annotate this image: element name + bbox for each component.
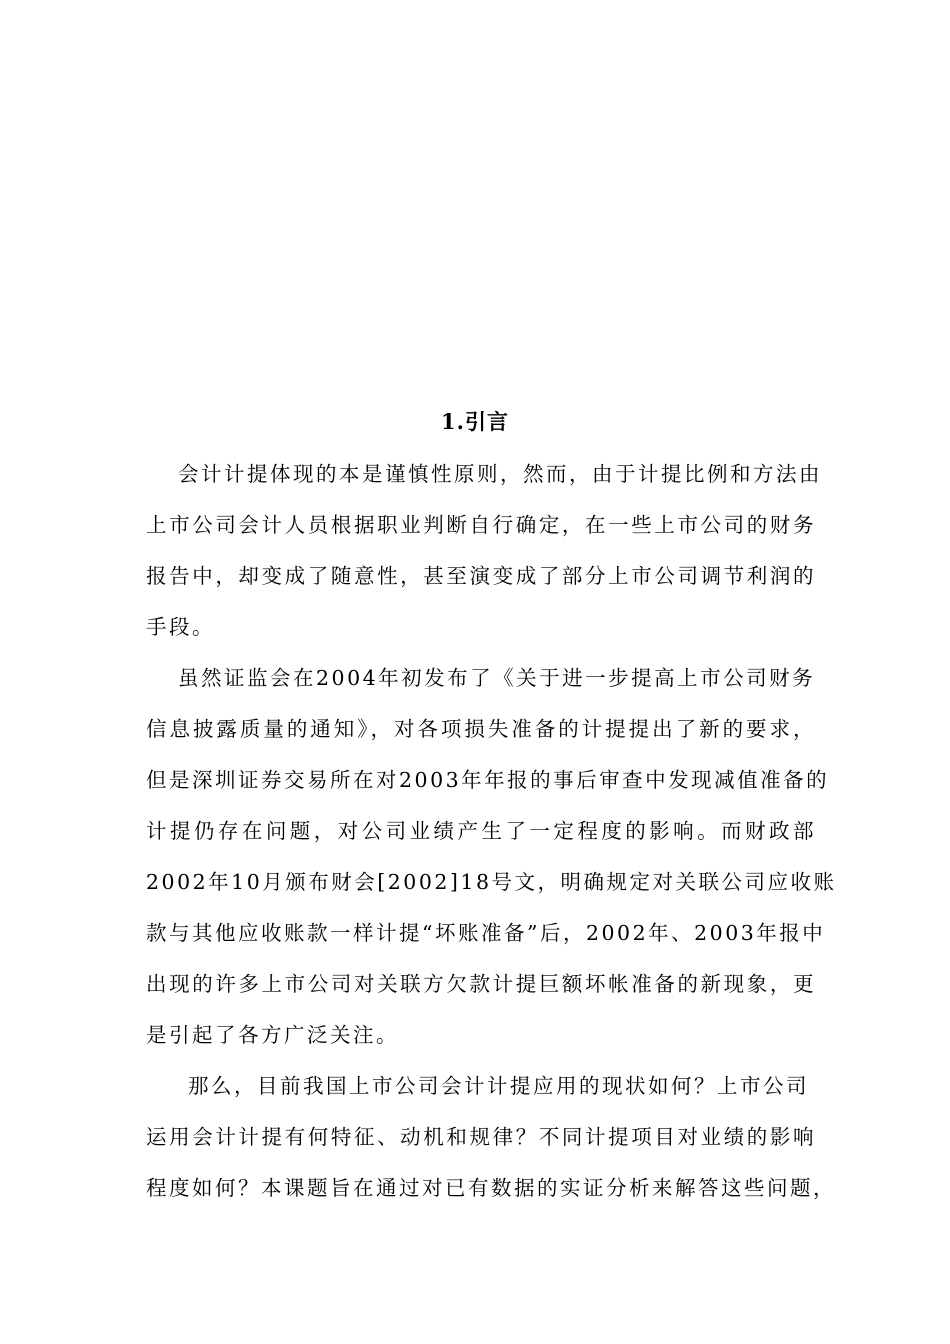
paragraph-3-line-2: 运用会计计提有何特征、动机和规律？不同计提项目对业绩的影响 bbox=[146, 1125, 816, 1149]
paragraph-1-line-4: 手段。 bbox=[146, 615, 215, 639]
paragraph-3-line-3: 程度如何？本课题旨在通过对已有数据的实证分析来解答这些问题， bbox=[146, 1176, 836, 1200]
paragraph-2-line-6: 款与其他应收账款一样计提“坏账准备”后，2002年、2003年报中 bbox=[146, 921, 826, 945]
paragraph-2-line-1: 虽然证监会在2004年初发布了《关于进一步提高上市公司财务 bbox=[178, 666, 816, 690]
paragraph-1-line-1: 会计计提体现的本是谨慎性原则，然而，由于计提比例和方法由 bbox=[178, 462, 822, 486]
paragraph-2-line-2: 信息披露质量的通知》，对各项损失准备的计提提出了新的要求， bbox=[146, 717, 816, 741]
paragraph-1-line-2: 上市公司会计人员根据职业判断自行确定，在一些上市公司的财务 bbox=[146, 513, 816, 537]
paragraph-2-line-3: 但是深圳证券交易所在对2003年年报的事后审查中发现减值准备的 bbox=[146, 768, 830, 792]
paragraph-2-line-5: 2002年10月颁布财会[2002]18号文，明确规定对关联公司应收账 bbox=[146, 870, 837, 894]
paragraph-3-line-1: 那么，目前我国上市公司会计计提应用的现状如何？上市公司 bbox=[188, 1074, 809, 1098]
paragraph-2-line-8: 是引起了各方广泛关注。 bbox=[146, 1023, 399, 1047]
paragraph-2-line-4: 计提仍存在问题，对公司业绩产生了一定程度的影响。而财政部 bbox=[146, 819, 816, 843]
paragraph-1-line-3: 报告中，却变成了随意性，甚至演变成了部分上市公司调节利润的 bbox=[146, 564, 816, 588]
section-heading: 1.引言 bbox=[441, 409, 509, 434]
paragraph-2-line-7: 出现的许多上市公司对关联方欠款计提巨额坏帐准备的新现象，更 bbox=[146, 972, 816, 996]
